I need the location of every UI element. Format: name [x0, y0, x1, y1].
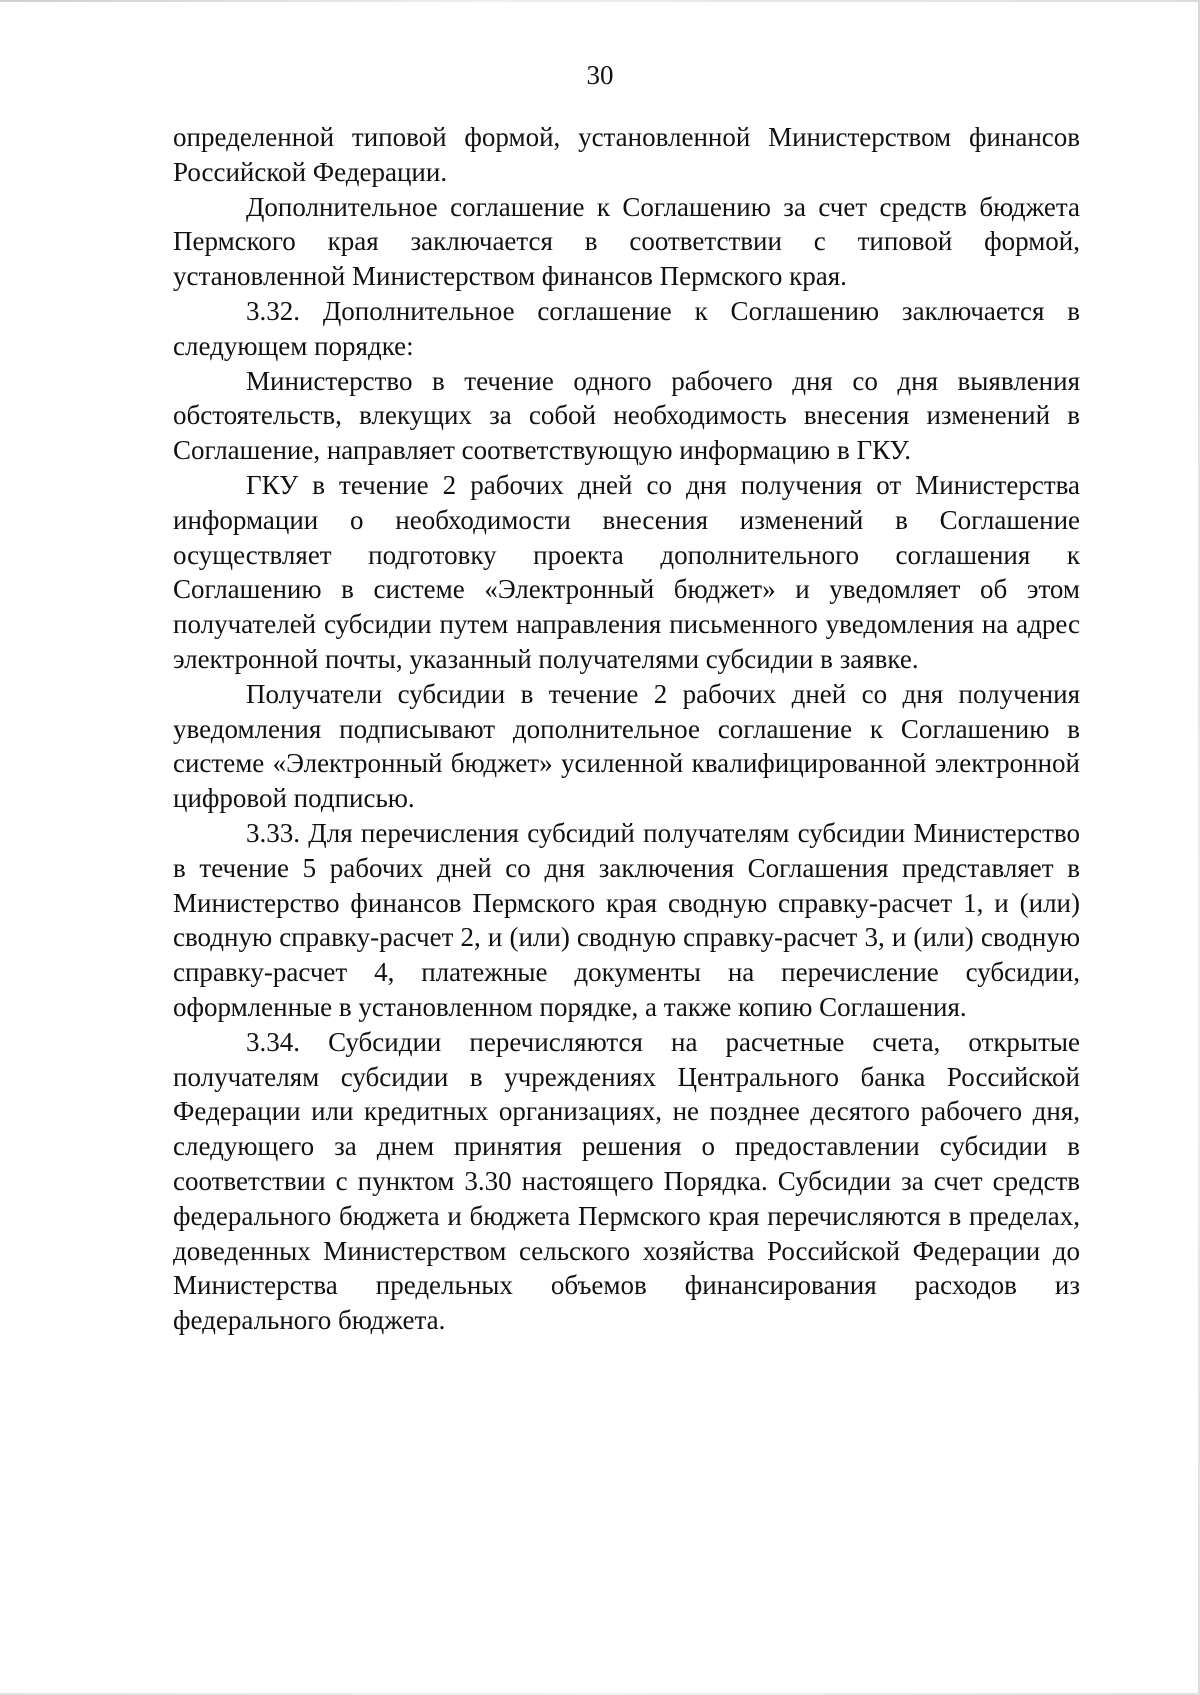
paragraph-continuation: определенной типовой формой, установленной Министерством финансов Российской Федерации. — [173, 122, 1080, 187]
paragraph-supplementary-agreement-form: Дополнительное соглашение к Соглашению за счет средств бюджета Пермского края заключается в соответствии с типовой формой, установленной Министерством финансов Пермского края. — [173, 191, 1080, 292]
paragraph-recipients-signing: Получатели субсидии в течение 2 рабочих дней со дня получения уведомления подписывают дополнительное соглашение к Соглашению в системе «Электронный бюджет» усиленной квалифицированной электронной цифровой подписью. — [173, 678, 1080, 814]
paragraph-ministry-notice: Министерство в течение одного рабочего дня со дня выявления обстоятельств, влекущих за собой необходимость внесения изменений в Соглашение, направляет соответствующую информацию в ГКУ. — [173, 365, 1080, 466]
paragraph-clause-3-33: 3.33. Для перечисления субсидий получателям субсидии Министерство в течение 5 рабочих дней со дня заключения Соглашения представляет в Министерство финансов Пермского края сводную справку-расчет 1, и (или) сводную справку-расчет 2, и (или) сводную справку-расчет 3, и (или) сводную справку-расчет 4, платежные документы на перечисление субсидии, оформленные в установленном порядке, а также копию Соглашения. — [173, 817, 1080, 1022]
paragraph-clause-3-32: 3.32. Дополнительное соглашение к Соглашению заключается в следующем порядке: — [173, 295, 1080, 361]
scan-edge-top — [0, 0, 1200, 2]
paragraph-clause-3-34: 3.34. Субсидии перечисляются на расчетные счета, открытые получателям субсидии в учреждениях Центрального банка Российской Федерации или кредитных организациях, не позднее десятого рабочего дня, следующего за днем принятия решения о предоставлении субсидии в соответствии с пунктом 3.30 настоящего Порядка. Субсидии за счет средств федерального бюджета и бюджета Пермского края перечисляются в пределах, доведенных Министерством сельского хозяйства Российской Федерации до Министерства предельных объемов финансирования расходов из федерального бюджета. — [173, 1026, 1080, 1336]
document-body — [173, 120, 1080, 1338]
paragraph-gku-preparation: ГКУ в течение 2 рабочих дней со дня получения от Министерства информации о необходимости внесения изменений в Соглашение осуществляет подготовку проекта дополнительного соглашения к Соглашению в системе «Электронный бюджет» и уведомляет об этом получателей субсидии путем направления письменного уведомления на адрес электронной почты, указанный получателями субсидии в заявке. — [173, 469, 1080, 674]
page-number: 30 — [586, 60, 614, 90]
